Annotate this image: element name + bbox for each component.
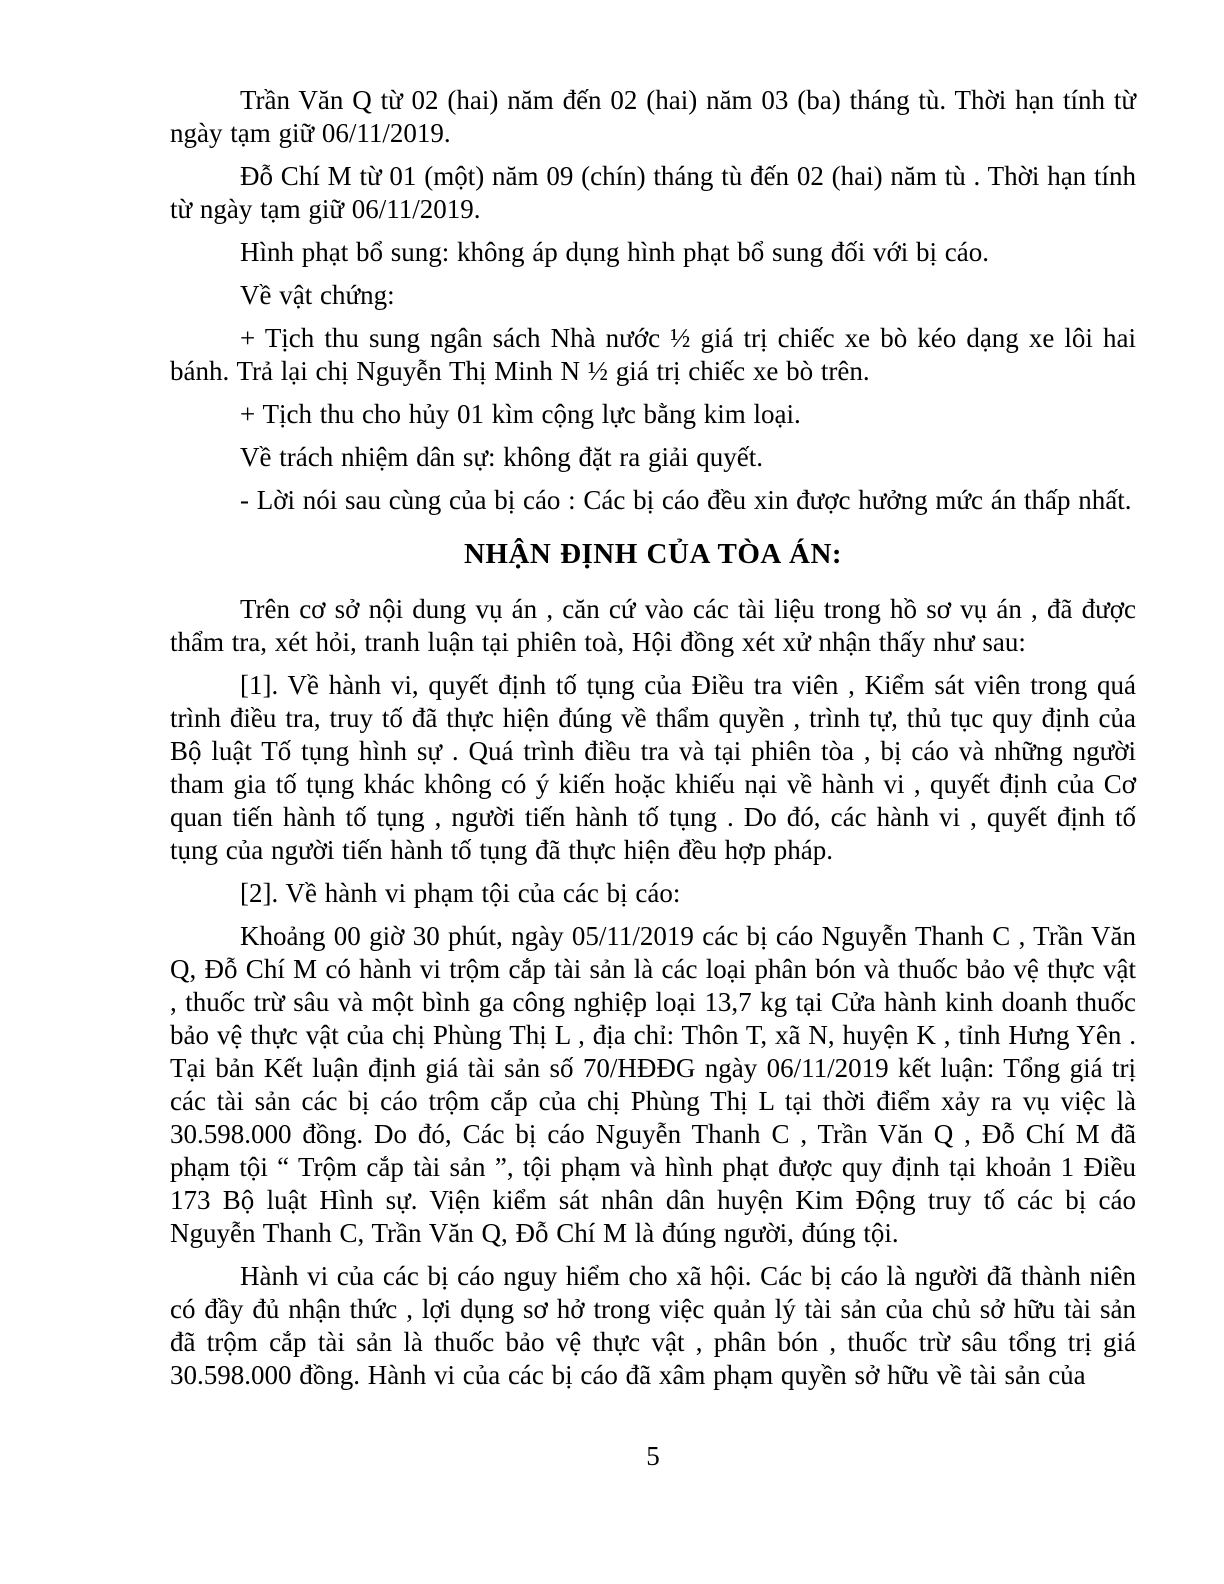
paragraph-sentence-do-chi-m: Đỗ Chí M từ 01 (một) năm 09 (chín) tháng tù đến 02 (hai) năm tù . Thời hạn tính từ ngày tạm giữ 06/11/2019. xyxy=(170,161,1136,224)
paragraph-final-statement: - Lời nói sau cùng của bị cáo : Các bị cáo đều xin được hưởng mức án thấp nhất. xyxy=(240,485,1132,515)
paragraph-finding-2-offense-details: Khoảng 00 giờ 30 phút, ngày 05/11/2019 các bị cáo Nguyễn Thanh C , Trần Văn Q, Đỗ Chí M có hành vi trộm cắp tài sản là các loại phân bón và thuốc bảo vệ thực vật , thuốc trừ sâu và một bình ga công nghiệp loại 13,7 kg tại Cửa hành kinh doanh thuốc bảo vệ thực vật của chị Phùng Thị L , địa chỉ: Thôn T, xã N, huyện K , tỉnh Hưng Yên . Tại bản Kết luận định giá tài sản số 70/HĐĐG ngày 06/11/2019 kết luận: Tổng giá trị các tài sản các bị cáo trộm cắp của chị Phùng Thị L tại thời điểm xảy ra vụ việc là 30.598.000 đồng. Do đó, Các bị cáo Nguyễn Thanh C , Trần Văn Q , Đỗ Chí M đã phạm tội “ Trộm cắp tài sản ”, tội phạm và hình phạt được quy định tại khoản 1 Điều 173 Bộ luật Hình sự. Viện kiểm sát nhân dân huyện Kim Động truy tố các bị cáo Nguyễn Thanh C, Trần Văn Q, Đỗ Chí M là đúng người, đúng tội. xyxy=(170,921,1136,1248)
paragraph-evidence-confiscation-cart: + Tịch thu sung ngân sách Nhà nước ½ giá trị chiếc xe bò kéo dạng xe lôi hai bánh. Trả lại chị Nguyễn Thị Minh N ½ giá trị chiếc xe bò trên. xyxy=(170,323,1136,386)
paragraph-evidence-confiscation-pliers: + Tịch thu cho hủy 01 kìm cộng lực bằng kim loại. xyxy=(240,399,801,429)
section-heading-court-findings: NHẬN ĐỊNH CỦA TÒA ÁN: xyxy=(463,538,843,570)
paragraph-finding-danger-assessment: Hành vi của các bị cáo nguy hiểm cho xã hội. Các bị cáo là người đã thành niên có đầy đủ nhận thức , lợi dụng sơ hở trong việc quản lý tài sản của chủ sở hữu tài sản đã trộm cắp tài sản là thuốc bảo vệ thực vật , phân bón , thuốc trừ sâu tổng trị giá 30.598.000 đồng. Hành vi của các bị cáo đã xâm phạm quyền sở hữu về tài sản của xyxy=(170,1261,1136,1390)
paragraph-evidence-label: Về vật chứng: xyxy=(240,280,395,310)
paragraph-finding-1-procedure: [1]. Về hành vi, quyết định tố tụng của Điều tra viên , Kiểm sát viên trong quá trình điều tra, truy tố đã thực hiện đúng về thẩm quyền , trình tự, thủ tục quy định của Bộ luật Tố tụng hình sự . Quá trình điều tra và tại phiên tòa , bị cáo và những người tham gia tố tụng khác không có ý kiến hoặc khiếu nại về hành vi , quyết định của Cơ quan tiến hành tố tụng , người tiến hành tố tụng . Do đó, các hành vi , quyết định tố tụng của người tiến hành tố tụng đã thực hiện đều hợp pháp. xyxy=(170,670,1136,865)
paragraph-findings-intro: Trên cơ sở nội dung vụ án , căn cứ vào các tài liệu trong hồ sơ vụ án , đã được thẩm tra, xét hỏi, tranh luận tại phiên toà, Hội đồng xét xử nhận thấy như sau: xyxy=(170,594,1136,657)
document-body xyxy=(170,84,1136,1402)
paragraph-civil-liability: Về trách nhiệm dân sự: không đặt ra giải quyết. xyxy=(240,442,763,472)
page-number: 5 xyxy=(646,1441,660,1471)
paragraph-sentence-tran-van-q: Trần Văn Q từ 02 (hai) năm đến 02 (hai) năm 03 (ba) tháng tù. Thời hạn tính từ ngày tạm giữ 06/11/2019. xyxy=(170,85,1136,148)
paragraph-supplementary-penalty: Hình phạt bổ sung: không áp dụng hình phạt bổ sung đối với bị cáo. xyxy=(240,237,989,267)
paragraph-finding-2-label: [2]. Về hành vi phạm tội của các bị cáo: xyxy=(240,878,681,908)
